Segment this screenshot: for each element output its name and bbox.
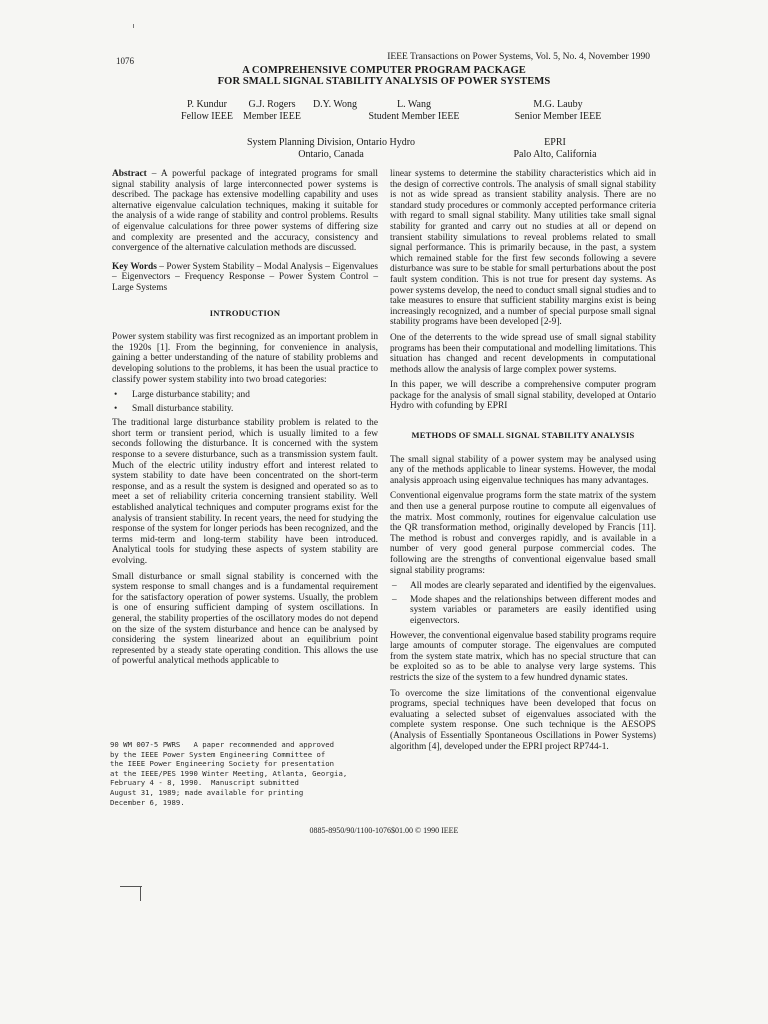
dash-icon: – xyxy=(392,581,397,592)
list-item xyxy=(112,404,378,415)
intro-paragraph-3: Small disturbance or small signal stability is concerned with the system response to small changes and is a fundamental requirement for the satisfactory operation of power systems. Usually, the problem is one of ensuring sufficient damping of system oscillations. In general, the stability properties of the oscillatory modes do not depend on the size of the system disturbance and hence can be analysed by considering the system linearized about an equilibrium point represented by a steady state operating condition. This allows the use of powerful analytical methods applicable to xyxy=(112,571,378,667)
page-number: 1076 xyxy=(116,56,134,66)
author-role: Senior Member IEEE xyxy=(514,110,602,122)
body-paragraph-3: In this paper, we will describe a comprehensive computer program package for the analysis of small signal stability, developed at Ontario Hydro with cofunding by EPRI xyxy=(390,380,656,412)
author-1 xyxy=(177,99,237,122)
keywords-paragraph xyxy=(112,262,378,294)
list-item-text: Mode shapes and the relationships between different modes and system variables or parameters are easily identified using eigenvectors. xyxy=(410,594,656,626)
author-4 xyxy=(366,99,462,122)
title-line-2: FOR SMALL SIGNAL STABILITY ANALYSIS OF POWER SYSTEMS xyxy=(217,76,551,87)
body-paragraph-1: linear systems to determine the stability characteristics which aid in the design of corrective controls. The analysis of small signal stability is not as wide spread as transient stability analysis. There are no standard study procedures or commonly accepted performance criteria with regard to small signal stability. Many utilities take small signal stability for granted and carry out no studies at all or depend on transient stability simulations to reveal problems related to small signal performance. This is primarily because, in the past, a system which remained stable for the first few seconds following a severe disturbance was sure to be stable for small perturbations about the post fault system condition. This is not true for present day systems. As power systems develop, the need to conduct small signal studies and to take measures to ensure that sufficient stability margins exist is being increasingly recognized, and a number of special purpose small signal stability programs have been developed [2-9]. xyxy=(390,169,656,328)
author-name: L. Wang xyxy=(396,99,431,110)
abstract-label: Abstract xyxy=(112,169,147,179)
body-paragraph-5: Conventional eigenvalue programs form the state matrix of the system and then use a general purpose routine to compute all eigenvalues of the matrix. Most commonly, routines for eigenvalue calculation use the QR transformation method, originally developed by Francis [11]. The method is robust and converges rapidly, and is available in a number of very good general purpose commercial codes. The following are the strengths of conventional eigenvalue based small signal stability programs: xyxy=(390,491,656,576)
list-item xyxy=(112,390,378,401)
scan-crop-mark xyxy=(120,886,142,901)
abstract-paragraph xyxy=(112,169,378,254)
list-item-text: Small disturbance stability. xyxy=(132,403,234,414)
body-paragraph-2: One of the deterrents to the wide spread use of small signal stability programs has been their computational and modelling limitations. This situation has changed and recent developments in computational methods allow the analysis of large complex power systems. xyxy=(390,332,656,375)
affiliation-line-1: EPRI xyxy=(544,137,566,148)
manuscript-footnote: 90 WM 007-5 PWRS A paper recommended and approved by the IEEE Power System Engineering Committee of the IEEE Power Engineering Society for presentation at the IEEE/PES 1990 Winter Meeting, Atlanta, Georgia, February 4 - 8, 1990. Manuscript submitted August 31, 1989; made available for printing December 6, 1989. xyxy=(110,740,348,807)
list-item-text: All modes are clearly separated and identified by the eigenvalues. xyxy=(410,581,656,592)
affiliation-ontario-hydro xyxy=(226,137,436,160)
author-2 xyxy=(238,99,306,122)
keywords-label: Key Words xyxy=(112,261,157,272)
body-paragraph-4: The small signal stability of a power system may be analysed using any of the methods applicable to linear systems. However, the modal analysis approach using eigenvalue techniques has many advantages. xyxy=(390,454,656,486)
introduction-heading: INTRODUCTION xyxy=(209,307,281,318)
dash-icon: – xyxy=(392,594,397,605)
bullet-icon: • xyxy=(114,403,118,414)
scan-mark-top xyxy=(133,24,134,28)
intro-paragraph-2: The traditional large disturbance stability problem is related to the short term or transient period, which is usually limited to a few seconds following the disturbance. It is concerned with the system response to a severe disturbance, such as a transmission system fault. Much of the electric utility industry effort and interest related to system stability to date have been concentrated on the short-term response, and as a result the system is designed and operated so as to meet a set of reliability criteria concerning transient stability. Well established analytical techniques and computer programs exist for the analysis of transient stability. In recent years, the need for studying the response of the system for longer periods has been recognized, and the terms mid-term and long-term stability have been introduced. Analytical tools for studying these aspects of system stability are evolving. xyxy=(112,418,378,566)
right-column xyxy=(390,169,656,757)
list-item xyxy=(390,581,656,592)
issn-copyright: 0885-8950/90/1100-1076$01.00 © 1990 IEEE xyxy=(309,826,459,835)
list-item xyxy=(390,595,656,627)
paper-title xyxy=(0,65,768,87)
author-name: M.G. Lauby xyxy=(533,99,583,110)
affiliation-line-2: Ontario, Canada xyxy=(298,148,364,160)
left-column xyxy=(112,169,378,672)
affiliation-epri xyxy=(500,137,610,160)
stability-categories-list xyxy=(112,390,378,414)
intro-paragraph-1: Power system stability was first recognized as an important problem in the 1920s [1]. From the beginning, for convenience in analysis, gaining a better understanding of the nature of stability problems and developing solutions to the problems, it has been the usual practice to classify power system stability into two broad categories: xyxy=(112,332,378,385)
keywords-text: – Power System Stability – Modal Analysis – Eigenvalues – Eigenvectors – Frequency Response – Power System Control – Large Systems xyxy=(112,261,378,293)
author-5 xyxy=(506,99,610,122)
author-role: Member IEEE xyxy=(242,110,302,122)
journal-header: IEEE Transactions on Power Systems, Vol. 5, No. 4, November 1990 xyxy=(387,52,650,62)
author-name: G.J. Rogers xyxy=(248,99,296,110)
author-name: D.Y. Wong xyxy=(312,99,358,110)
body-paragraph-7: To overcome the size limitations of the conventional eigenvalue programs, special techniques have been developed that focus on evaluating a selected subset of eigenvalues associated with the complete system response. One such technique is the AESOPS (Analysis of Essentially Spontaneous Oscillations in Power Systems) algorithm [4], developed under the EPRI project RP744-1. xyxy=(390,688,656,752)
author-3 xyxy=(307,99,363,111)
abstract-text: – A powerful package of integrated programs for small signal stability analysis of large interconnected power systems is described. The package has extensive modelling capability and uses alternative eigenvalue calculation techniques, making it suitable for the analysis of a wide range of stability and control problems. Results of eigenvalue calculations for three power systems of differing size and complexity are presented and the accuracy, consistency and convergence of the alternative calculation methods are discussed. xyxy=(112,169,378,254)
methods-heading: METHODS OF SMALL SIGNAL STABILITY ANALYSIS xyxy=(411,430,635,441)
affiliation-line-1: System Planning Division, Ontario Hydro xyxy=(246,137,416,148)
author-name: P. Kundur xyxy=(186,99,227,110)
bullet-icon: • xyxy=(114,390,118,401)
author-role: Fellow IEEE xyxy=(181,110,233,122)
strengths-list xyxy=(390,581,656,626)
author-role: Student Member IEEE xyxy=(368,110,460,122)
affiliation-line-2: Palo Alto, California xyxy=(513,148,597,160)
title-line-1: A COMPREHENSIVE COMPUTER PROGRAM PACKAGE xyxy=(242,65,526,76)
list-item-text: Large disturbance stability; and xyxy=(132,390,250,401)
body-paragraph-6: However, the conventional eigenvalue based stability programs require large amounts of computer storage. The eigenvalues are computed from the system state matrix, which has no special structure that can be exploited so as to be able to analyse very large systems. This restricts the size of the system to a few hundred dynamic states. xyxy=(390,630,656,683)
